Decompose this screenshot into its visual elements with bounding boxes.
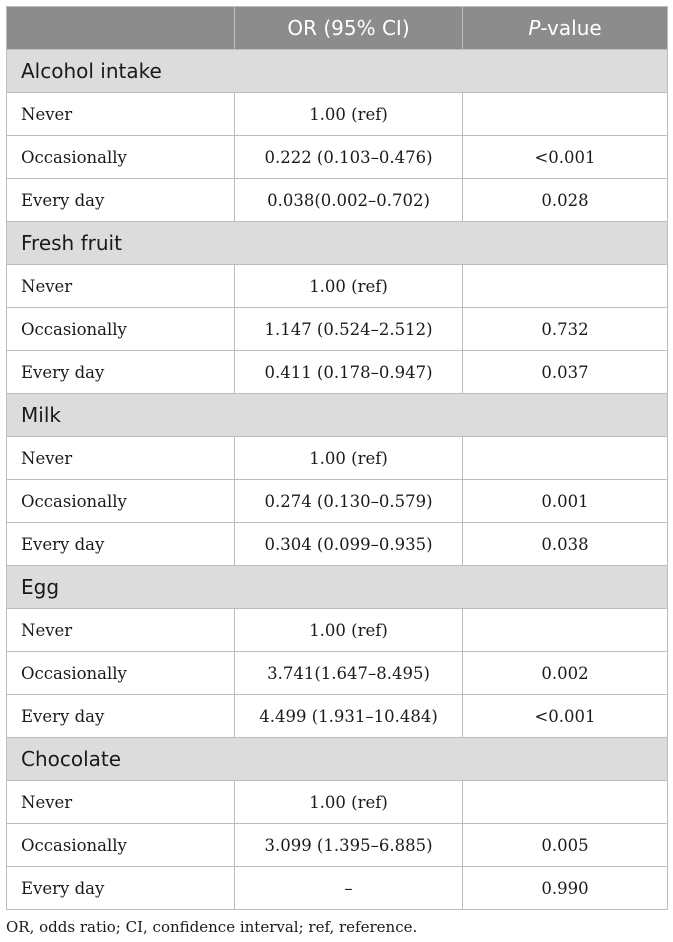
row-label: Never xyxy=(7,437,235,480)
table-row xyxy=(7,179,668,222)
section-title: Fresh fruit xyxy=(7,222,668,265)
section-title: Alcohol intake xyxy=(7,50,668,93)
section-row xyxy=(7,738,668,781)
row-p-value: 0.002 xyxy=(463,652,668,695)
header-or-ci: OR (95% CI) xyxy=(235,7,463,50)
row-or-ci: 0.304 (0.099–0.935) xyxy=(235,523,463,566)
odds-ratio-table xyxy=(6,6,668,910)
table-row xyxy=(7,351,668,394)
row-or-ci: 0.038(0.002–0.702) xyxy=(235,179,463,222)
row-label: Every day xyxy=(7,695,235,738)
row-label: Occasionally xyxy=(7,652,235,695)
header-p-suffix: -value xyxy=(540,16,602,40)
row-or-ci: 1.00 (ref) xyxy=(235,609,463,652)
row-label: Never xyxy=(7,609,235,652)
table-row xyxy=(7,93,668,136)
table-row xyxy=(7,480,668,523)
table-row xyxy=(7,867,668,910)
section-title: Milk xyxy=(7,394,668,437)
row-label: Occasionally xyxy=(7,308,235,351)
row-p-value xyxy=(463,265,668,308)
section-row xyxy=(7,394,668,437)
section-title: Chocolate xyxy=(7,738,668,781)
row-label: Every day xyxy=(7,351,235,394)
row-label: Never xyxy=(7,265,235,308)
row-label: Never xyxy=(7,93,235,136)
table-header-row xyxy=(7,7,668,50)
header-p-value xyxy=(463,7,668,50)
table-row xyxy=(7,437,668,480)
row-p-value: 0.990 xyxy=(463,867,668,910)
table-footnote: OR, odds ratio; CI, confidence interval; ref, reference. xyxy=(6,918,418,936)
row-p-value xyxy=(463,781,668,824)
table-row xyxy=(7,136,668,179)
row-label: Occasionally xyxy=(7,824,235,867)
row-label: Occasionally xyxy=(7,480,235,523)
row-or-ci: 1.00 (ref) xyxy=(235,781,463,824)
row-or-ci: – xyxy=(235,867,463,910)
table-row xyxy=(7,695,668,738)
row-p-value: 0.005 xyxy=(463,824,668,867)
row-or-ci: 1.00 (ref) xyxy=(235,437,463,480)
row-p-value: 0.028 xyxy=(463,179,668,222)
section-title: Egg xyxy=(7,566,668,609)
row-p-value: <0.001 xyxy=(463,136,668,179)
row-label: Never xyxy=(7,781,235,824)
row-or-ci: 1.00 (ref) xyxy=(235,93,463,136)
table-row xyxy=(7,781,668,824)
row-p-value: 0.037 xyxy=(463,351,668,394)
row-or-ci: 1.00 (ref) xyxy=(235,265,463,308)
row-or-ci: 3.099 (1.395–6.885) xyxy=(235,824,463,867)
row-p-value xyxy=(463,609,668,652)
table-row xyxy=(7,265,668,308)
table-row xyxy=(7,652,668,695)
table-row xyxy=(7,523,668,566)
table-row xyxy=(7,308,668,351)
section-row xyxy=(7,50,668,93)
row-label: Every day xyxy=(7,523,235,566)
row-or-ci: 0.222 (0.103–0.476) xyxy=(235,136,463,179)
row-or-ci: 3.741(1.647–8.495) xyxy=(235,652,463,695)
row-label: Every day xyxy=(7,179,235,222)
row-p-value: 0.732 xyxy=(463,308,668,351)
row-p-value xyxy=(463,93,668,136)
header-variable xyxy=(7,7,235,50)
row-or-ci: 0.274 (0.130–0.579) xyxy=(235,480,463,523)
table-row xyxy=(7,609,668,652)
row-p-value: 0.001 xyxy=(463,480,668,523)
table-row xyxy=(7,824,668,867)
row-p-value xyxy=(463,437,668,480)
row-p-value: 0.038 xyxy=(463,523,668,566)
row-label: Occasionally xyxy=(7,136,235,179)
row-p-value: <0.001 xyxy=(463,695,668,738)
section-row xyxy=(7,566,668,609)
header-p-italic: P xyxy=(528,16,541,40)
row-label: Every day xyxy=(7,867,235,910)
row-or-ci: 4.499 (1.931–10.484) xyxy=(235,695,463,738)
section-row xyxy=(7,222,668,265)
row-or-ci: 1.147 (0.524–2.512) xyxy=(235,308,463,351)
row-or-ci: 0.411 (0.178–0.947) xyxy=(235,351,463,394)
